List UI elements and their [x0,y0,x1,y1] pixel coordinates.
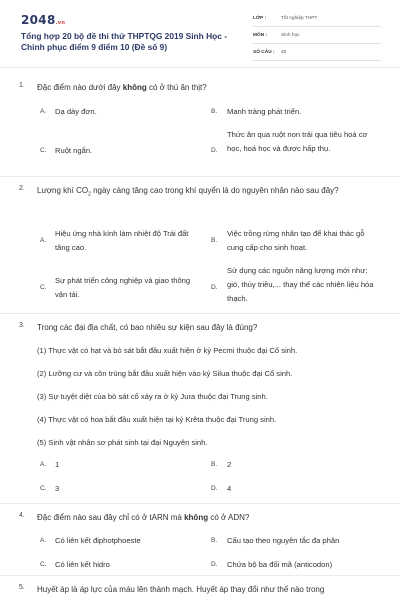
option-a[interactable]: Có liên kết điphotphoeste [55,536,141,545]
option-letter: A. [40,108,47,115]
question-number: 5. [19,584,25,591]
option-letter: C. [40,561,47,568]
document-header [0,0,400,66]
option-letter: D. [211,561,218,568]
option-c[interactable]: 3 [55,484,60,493]
statement: (3) Sự tuyệt diệt của bò sát cổ xảy ra ở kỷ Jura thuộc đại Trung sinh. [37,392,268,401]
statement: (5) Sinh vật nhân sơ phát sinh tại đại Nguyên sinh. [37,438,208,447]
option-letter: B. [211,537,218,544]
logo-suffix: .vn [55,20,66,26]
meta-row-count [253,44,381,61]
subscript: 2 [88,191,91,198]
question-text [37,183,387,203]
option-letter: B. [211,108,218,115]
statement: (1) Thực vật có hạt và bò sát bắt đầu xuất hiện ở kỷ Pecmi thuộc đại Cổ sinh. [37,346,298,355]
option-d[interactable]: Thức ăn qua ruột non trải qua tiêu hoá cơ học, hoá học và được hấp thụ. [227,130,368,153]
question-separator [0,176,400,177]
option-c[interactable]: Sự phát triển công nghiệp và giao thông vận tải. [55,276,191,299]
meta-key: LỚP : [253,15,267,21]
option-letter: B. [211,461,218,468]
option-b[interactable]: Cấu tạo theo nguyên tắc đa phân [227,536,340,545]
site-logo[interactable] [21,13,65,27]
question-number: 1. [19,82,25,89]
question-number: 3. [19,322,25,329]
option-b[interactable]: 2 [227,460,232,469]
question-separator [0,313,400,314]
option-d[interactable]: Chứa bộ ba đối mã (anticodon) [227,560,333,569]
question-text-part: Đặc điểm nào sau đây chỉ có ở tARN mà [37,513,185,522]
option-d[interactable]: Sử dụng các nguồn năng lượng mới như: gió, thủy triều,... thay thế các nhiên liệu hóa thạch. [227,266,374,303]
option-letter: B. [211,237,218,244]
option-a[interactable]: Hiệu ứng nhà kính làm nhiệt độ Trái đất tăng cao. [55,229,189,252]
meta-row-subject [253,27,381,44]
option-letter: D. [211,284,218,291]
question-text: Trong các đại địa chất, có bao nhiêu sự kiện sau đây là đúng? [37,323,258,332]
question-text-part: có ở ADN? [208,513,250,522]
question-text-part: Lượng khí CO [37,186,89,195]
option-letter: D. [211,485,218,492]
meta-row-grade [253,10,381,27]
meta-key: SỐ CÂU : [253,49,275,55]
option-letter: A. [40,537,47,544]
meta-value: 40 [281,49,287,55]
exam-meta [253,10,381,61]
option-b[interactable]: Việc trồng rừng nhân tạo để khai thác gỗ cung cấp cho sinh hoạt. [227,229,365,252]
option-d[interactable]: 4 [227,484,232,493]
statement: (2) Lưỡng cư và côn trùng bắt đầu xuất hiện vào kỷ Silua thuộc đại Cổ sinh. [37,369,293,378]
option-letter: C. [40,284,47,291]
question-text-part: Đặc điểm nào dưới đây [37,83,123,92]
question-number: 4. [19,512,25,519]
question-text: Huyết áp là áp lực của máu lên thành mạch. Huyết áp thay đổi như thế nào trong [37,585,325,594]
option-letter: C. [40,485,47,492]
question-text-part: ngày càng tăng cao trong khí quyển là do nguyên nhân nào sau đây? [90,186,339,195]
option-a[interactable]: Dạ dày đơn. [55,107,97,116]
question-separator [0,503,400,504]
meta-value: Tốt nghiệp THPT [281,15,318,21]
option-b[interactable]: Manh tràng phát triển. [227,107,302,116]
header-divider [0,67,400,68]
option-c[interactable]: Có liên kết hidro [55,560,110,569]
question-text [37,80,387,95]
statement: (4) Thực vật có hoa bắt đầu xuất hiện tại kỷ Krêta thuộc đại Trung sinh. [37,415,277,424]
document-title: Tổng hợp 20 bộ đề thi thử THPTQG 2019 Sinh Học - Chinh phục điểm 9 điểm 10 (Đề số 9) [21,31,228,52]
meta-value: Sinh học [281,32,300,38]
question-emphasis: không [122,83,147,92]
option-letter: C. [40,147,47,154]
question-text-part: có ở thú ăn thịt? [146,83,207,92]
question-text [37,510,387,525]
question-number: 2. [19,185,25,192]
question-separator [0,575,400,576]
logo-text: 2048 [21,13,56,27]
option-letter: A. [40,461,47,468]
option-c[interactable]: Ruột ngắn. [55,146,93,155]
meta-key: MÔN : [253,32,268,38]
question-emphasis: không [184,513,209,522]
option-a[interactable]: 1 [55,460,60,469]
option-letter: A. [40,237,47,244]
option-letter: D. [211,147,218,154]
